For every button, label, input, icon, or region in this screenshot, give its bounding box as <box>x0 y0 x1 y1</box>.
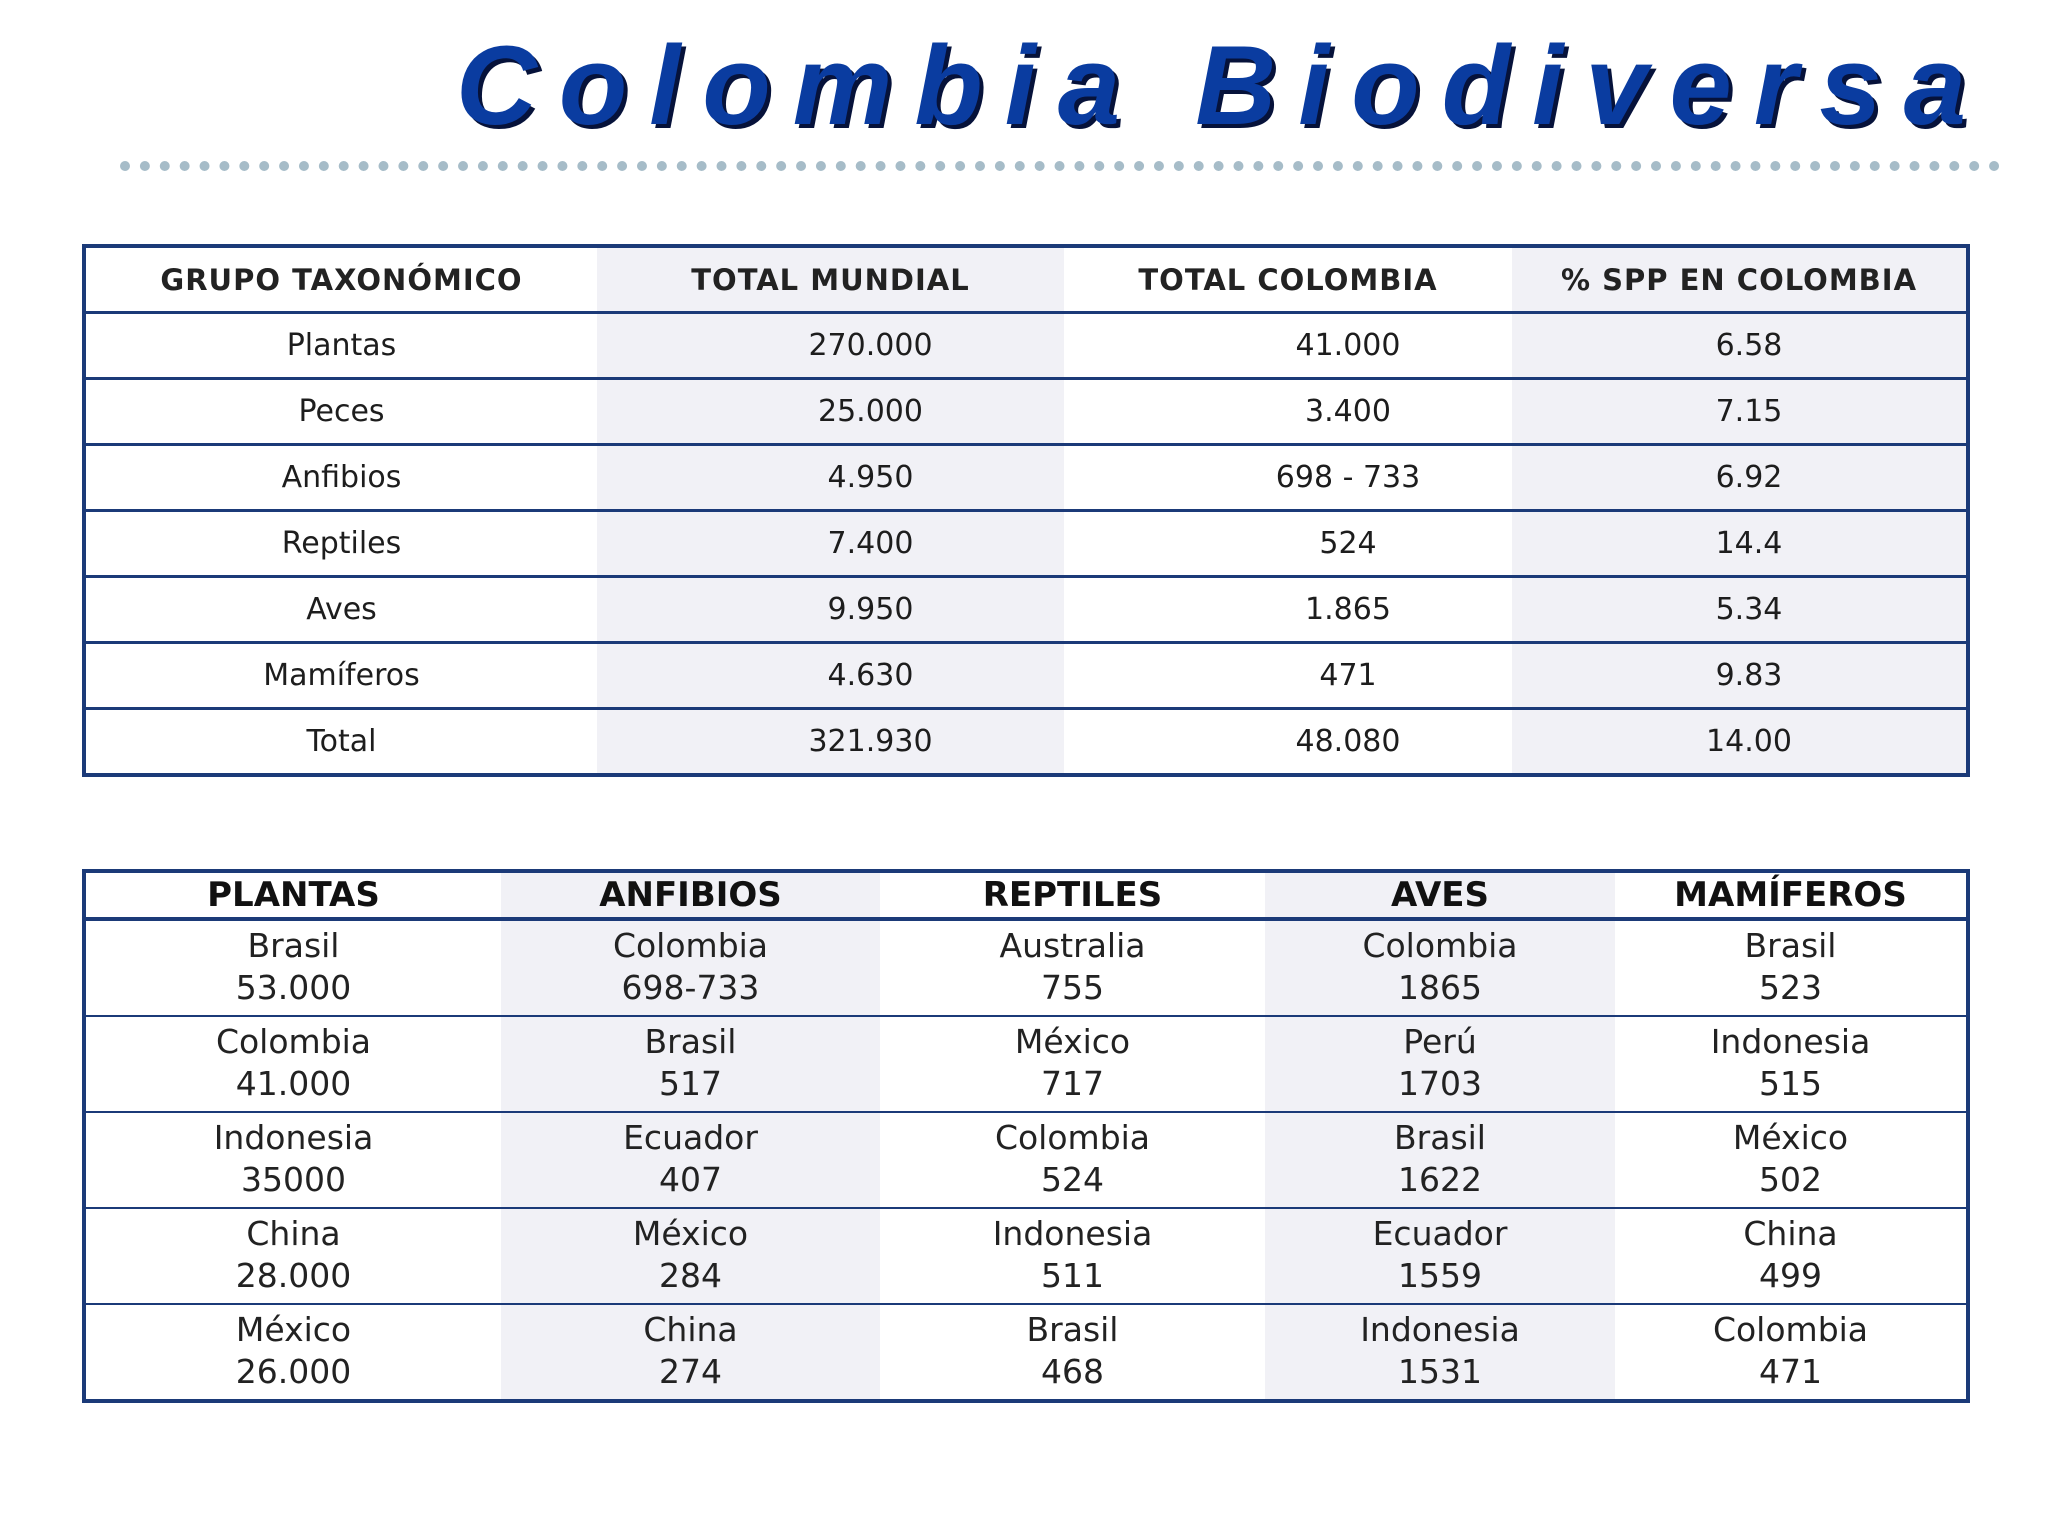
country-name: China <box>246 1214 341 1253</box>
cell-anfibios <box>501 919 880 1016</box>
table-row <box>84 643 1968 709</box>
cell-anfibios <box>501 1112 880 1208</box>
cell-world-total: 270.000 <box>597 313 1064 379</box>
cell-reptiles <box>880 919 1265 1016</box>
species-count: 502 <box>1759 1160 1822 1199</box>
species-count: 53.000 <box>235 968 352 1007</box>
species-count: 41.000 <box>235 1064 352 1103</box>
cell-percent: 6.58 <box>1512 313 1968 379</box>
country-name: Indonesia <box>992 1214 1153 1253</box>
table-row <box>84 577 1968 643</box>
cell-world-total: 9.950 <box>597 577 1064 643</box>
species-count: 511 <box>1041 1256 1104 1295</box>
cell-reptiles <box>880 1304 1265 1401</box>
species-count: 1865 <box>1398 968 1482 1007</box>
table-header-row <box>84 871 1968 919</box>
table-row <box>84 1208 1968 1304</box>
cell-aves <box>1265 1304 1615 1401</box>
cell-colombia-total: 1.865 <box>1064 577 1512 643</box>
species-count: 28.000 <box>235 1256 352 1295</box>
cell-aves <box>1265 919 1615 1016</box>
table-row <box>84 1304 1968 1401</box>
country-name: Ecuador <box>1372 1214 1508 1253</box>
country-name: Colombia <box>612 926 769 965</box>
header-plantas: PLANTAS <box>84 871 501 919</box>
cell-mamiferos <box>1615 1112 1968 1208</box>
cell-world-total: 4.950 <box>597 445 1064 511</box>
cell-anfibios <box>501 1304 880 1401</box>
country-name: Brasil <box>1026 1310 1119 1349</box>
species-count: 1531 <box>1398 1352 1482 1391</box>
cell-reptiles <box>880 1016 1265 1112</box>
cell-plantas <box>84 919 501 1016</box>
cell-percent: 7.15 <box>1512 379 1968 445</box>
cell-world-total: 321.930 <box>597 709 1064 776</box>
country-name: Colombia <box>994 1118 1151 1157</box>
country-name: Brasil <box>1394 1118 1486 1157</box>
cell-group: Total <box>84 709 597 776</box>
country-name: México <box>1014 1022 1131 1061</box>
cell-group: Peces <box>84 379 597 445</box>
cell-plantas <box>84 1016 501 1112</box>
cell-colombia-total: 524 <box>1064 511 1512 577</box>
country-name: Brasil <box>644 1022 737 1061</box>
species-count: 1622 <box>1398 1160 1482 1199</box>
country-name: Brasil <box>1744 926 1837 965</box>
species-count: 1703 <box>1398 1064 1482 1103</box>
table-row <box>84 1016 1968 1112</box>
cell-plantas <box>84 1304 501 1401</box>
table-row <box>84 1112 1968 1208</box>
cell-mamiferos <box>1615 919 1968 1016</box>
cell-world-total: 7.400 <box>597 511 1064 577</box>
country-name: México <box>632 1214 749 1253</box>
cell-colombia-total: 41.000 <box>1064 313 1512 379</box>
cell-reptiles <box>880 1208 1265 1304</box>
cell-colombia-total: 471 <box>1064 643 1512 709</box>
country-name: México <box>1732 1118 1849 1157</box>
cell-colombia-total: 3.400 <box>1064 379 1512 445</box>
country-name: Australia <box>999 926 1146 965</box>
country-name: Indonesia <box>213 1118 374 1157</box>
species-count: 499 <box>1759 1256 1822 1295</box>
cell-percent: 5.34 <box>1512 577 1968 643</box>
header-total-mundial: TOTAL MUNDIAL <box>597 246 1064 313</box>
cell-plantas <box>84 1112 501 1208</box>
header-percent-spp: % SPP EN COLOMBIA <box>1512 246 1968 313</box>
cell-aves <box>1265 1208 1615 1304</box>
country-name: China <box>1743 1214 1838 1253</box>
species-count: 755 <box>1041 968 1104 1007</box>
cell-aves <box>1265 1016 1615 1112</box>
header-aves: AVES <box>1265 871 1615 919</box>
cell-reptiles <box>880 1112 1265 1208</box>
cell-group: Reptiles <box>84 511 597 577</box>
header-anfibios: ANFIBIOS <box>501 871 880 919</box>
cell-percent: 14.00 <box>1512 709 1968 776</box>
species-count: 26.000 <box>235 1352 352 1391</box>
table-row <box>84 445 1968 511</box>
country-name: China <box>643 1310 738 1349</box>
species-count: 517 <box>659 1064 722 1103</box>
cell-world-total: 4.630 <box>597 643 1064 709</box>
country-name: México <box>235 1310 352 1349</box>
table-row <box>84 379 1968 445</box>
table-row <box>84 313 1968 379</box>
dotted-divider <box>120 161 2000 171</box>
species-count: 35000 <box>241 1160 346 1199</box>
cell-aves <box>1265 1112 1615 1208</box>
cell-colombia-total: 698 - 733 <box>1064 445 1512 511</box>
cell-mamiferos <box>1615 1016 1968 1112</box>
country-name: Colombia <box>1362 926 1518 965</box>
cell-percent: 9.83 <box>1512 643 1968 709</box>
species-count: 717 <box>1041 1064 1104 1103</box>
cell-group: Plantas <box>84 313 597 379</box>
table-row <box>84 511 1968 577</box>
header-mamiferos: MAMÍFEROS <box>1615 871 1968 919</box>
country-name: Brasil <box>247 926 340 965</box>
species-count: 407 <box>659 1160 722 1199</box>
country-name: Indonesia <box>1360 1310 1520 1349</box>
species-count: 698-733 <box>621 968 760 1007</box>
cell-percent: 6.92 <box>1512 445 1968 511</box>
species-count: 524 <box>1041 1160 1104 1199</box>
taxonomic-groups-table <box>82 244 1970 777</box>
species-count: 515 <box>1759 1064 1822 1103</box>
cell-group: Mamíferos <box>84 643 597 709</box>
cell-mamiferos <box>1615 1208 1968 1304</box>
species-count: 274 <box>659 1352 722 1391</box>
cell-group: Anfibios <box>84 445 597 511</box>
header-grupo-taxonomico: GRUPO TAXONÓMICO <box>84 246 597 313</box>
cell-percent: 14.4 <box>1512 511 1968 577</box>
species-count: 523 <box>1759 968 1822 1007</box>
cell-world-total: 25.000 <box>597 379 1064 445</box>
header-reptiles: REPTILES <box>880 871 1265 919</box>
table-row-total <box>84 709 1968 776</box>
cell-mamiferos <box>1615 1304 1968 1401</box>
species-count: 284 <box>659 1256 722 1295</box>
cell-anfibios <box>501 1208 880 1304</box>
header-total-colombia: TOTAL COLOMBIA <box>1064 246 1512 313</box>
species-count: 468 <box>1041 1352 1104 1391</box>
cell-plantas <box>84 1208 501 1304</box>
species-count: 471 <box>1759 1352 1822 1391</box>
country-name: Indonesia <box>1710 1022 1871 1061</box>
page-title: Colombia Biodiversa <box>455 23 1988 148</box>
country-name: Perú <box>1403 1022 1477 1061</box>
species-count: 1559 <box>1398 1256 1482 1295</box>
country-name: Ecuador <box>623 1118 758 1157</box>
country-name: Colombia <box>215 1022 372 1061</box>
country-name: Colombia <box>1712 1310 1869 1349</box>
table-row <box>84 919 1968 1016</box>
cell-colombia-total: 48.080 <box>1064 709 1512 776</box>
cell-group: Aves <box>84 577 597 643</box>
table-header-row <box>84 246 1968 313</box>
cell-anfibios <box>501 1016 880 1112</box>
country-ranking-table <box>82 869 1970 1403</box>
